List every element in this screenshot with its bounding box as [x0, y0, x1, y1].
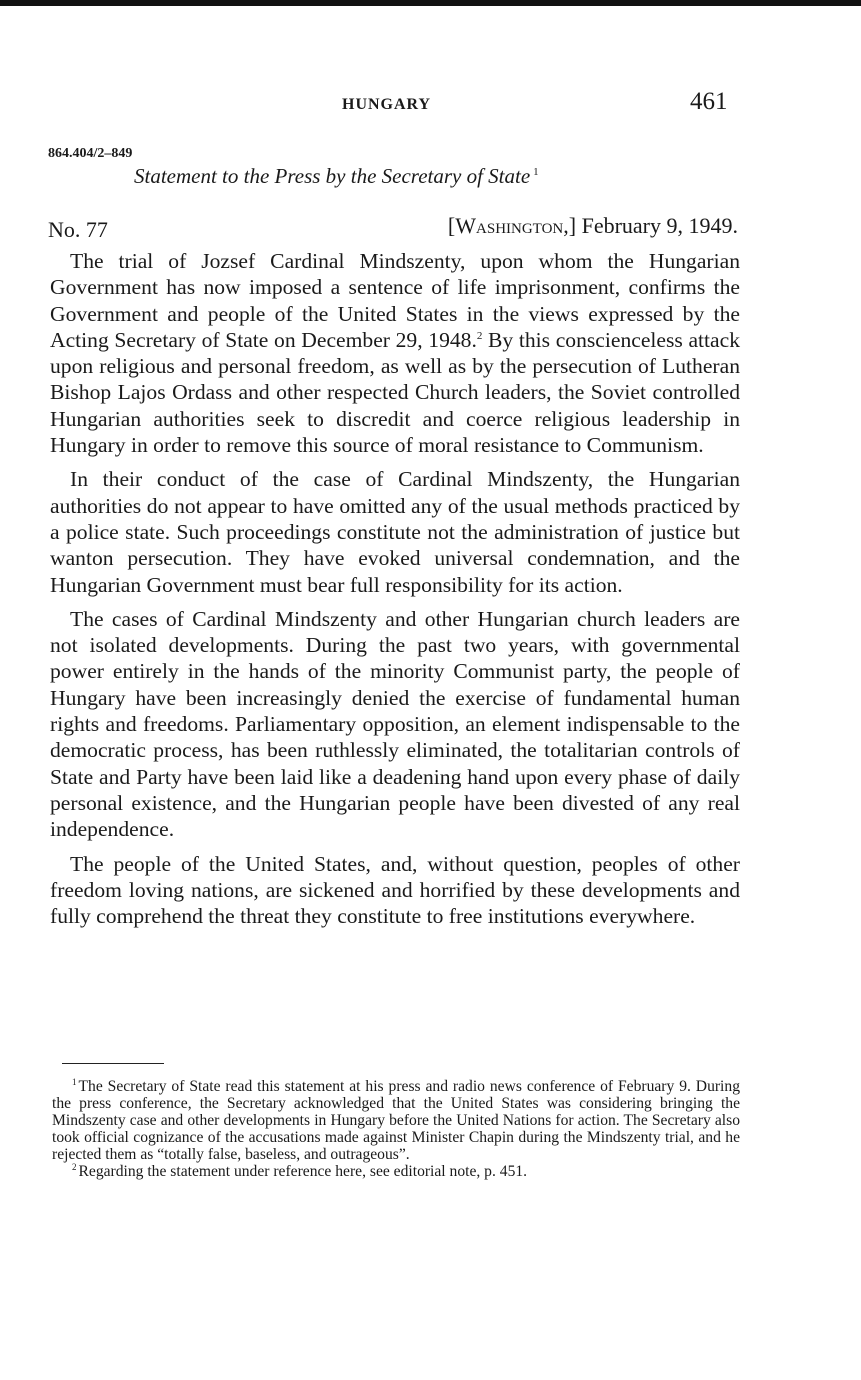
document-heading-text: Statement to the Press by the Secretary of State: [134, 164, 531, 188]
footnote-divider: [62, 1063, 164, 1064]
paragraph-1-part-1: The trial of Jozsef Cardinal Mindszenty, upon whom the Hungarian Government has now imposed a sentence of life imprisonment, confirms the Government and people of the United States in the views expressed by the Acting Secretary of State on December 29, 1948.: [50, 249, 740, 352]
paragraph-1-part-2: By this conscienceless attack upon religious and personal freedom, as well as by the persecution of Lutheran Bishop Lajos Ordass and other respected Church leaders, the Soviet controlled Hungarian authorities seek to discredit and coerce religious leadership in Hungary in order to remove this source of moral resistance to Communism.: [50, 327, 740, 458]
footnote-2-marker: 2: [72, 1162, 77, 1173]
footnote-1-marker: 1: [72, 1077, 77, 1087]
document-number: No. 77: [48, 217, 108, 242]
place-and-date: [448, 213, 738, 239]
date: February 9, 1949.: [581, 213, 738, 238]
footnote-ref-1: 1: [533, 166, 539, 178]
running-title: HUNGARY: [342, 96, 432, 113]
paragraph-3: The cases of Cardinal Mindszenty and other Hungarian church leaders are not isolated developments. During the past two years, with governmental power entirely in the hands of the minority Communist party, the people of Hungary have been increasingly denied the exercise of fundamental human rights and freedoms. Parliamentary opposition, an element indispensable to the democratic process, has been ruthlessly eliminated, the totalitarian controls of State and Party have been laid like a deadening hand upon every phase of daily personal existence, and the Hungarian people have been divested of any real independence.: [50, 606, 740, 842]
dateline: [48, 213, 738, 243]
footnote-1-text: The Secretary of State read this statement at his press and radio news conference of February 9. During the press conference, the Secretary acknowledged that the United States was considering bringing the Mindszenty case and other developments in Hungary before the United Nations for action. The Secretary also took official cognizance of the accusations made against Minister Chapin during the Mindszenty trial, and he rejected them as “totally false, baseless, and outrageous”.: [52, 1078, 740, 1164]
footnote-2-text: Regarding the statement under reference here, see editorial note, p. 451.: [78, 1163, 528, 1181]
footnote-ref-2: 2: [476, 329, 483, 342]
footnotes: [52, 1078, 740, 1181]
paragraph-1: [50, 248, 740, 458]
file-number: 864.404/2–849: [48, 146, 133, 161]
paragraph-4: The people of the United States, and, without question, peoples of other freedom loving nations, are sickened and horrified by these developments and fully comprehend the threat they constitute to free institutions everywhere.: [50, 851, 740, 929]
document-heading: [134, 164, 539, 189]
page-number: 461: [690, 88, 728, 115]
statement-body: [50, 248, 740, 937]
footnote-1: [52, 1078, 740, 1163]
place: [Washington,]: [447, 213, 577, 238]
running-header: [0, 88, 861, 122]
footnote-2: [52, 1163, 740, 1180]
paragraph-2: In their conduct of the case of Cardinal Mindszenty, the Hungarian authorities do not appear to have omitted any of the usual methods practiced by a police state. Such proceedings constitute not the administration of justice but wanton persecution. They have evoked universal condemnation, and the Hungarian Government must bear full responsibility for its action.: [50, 467, 740, 597]
